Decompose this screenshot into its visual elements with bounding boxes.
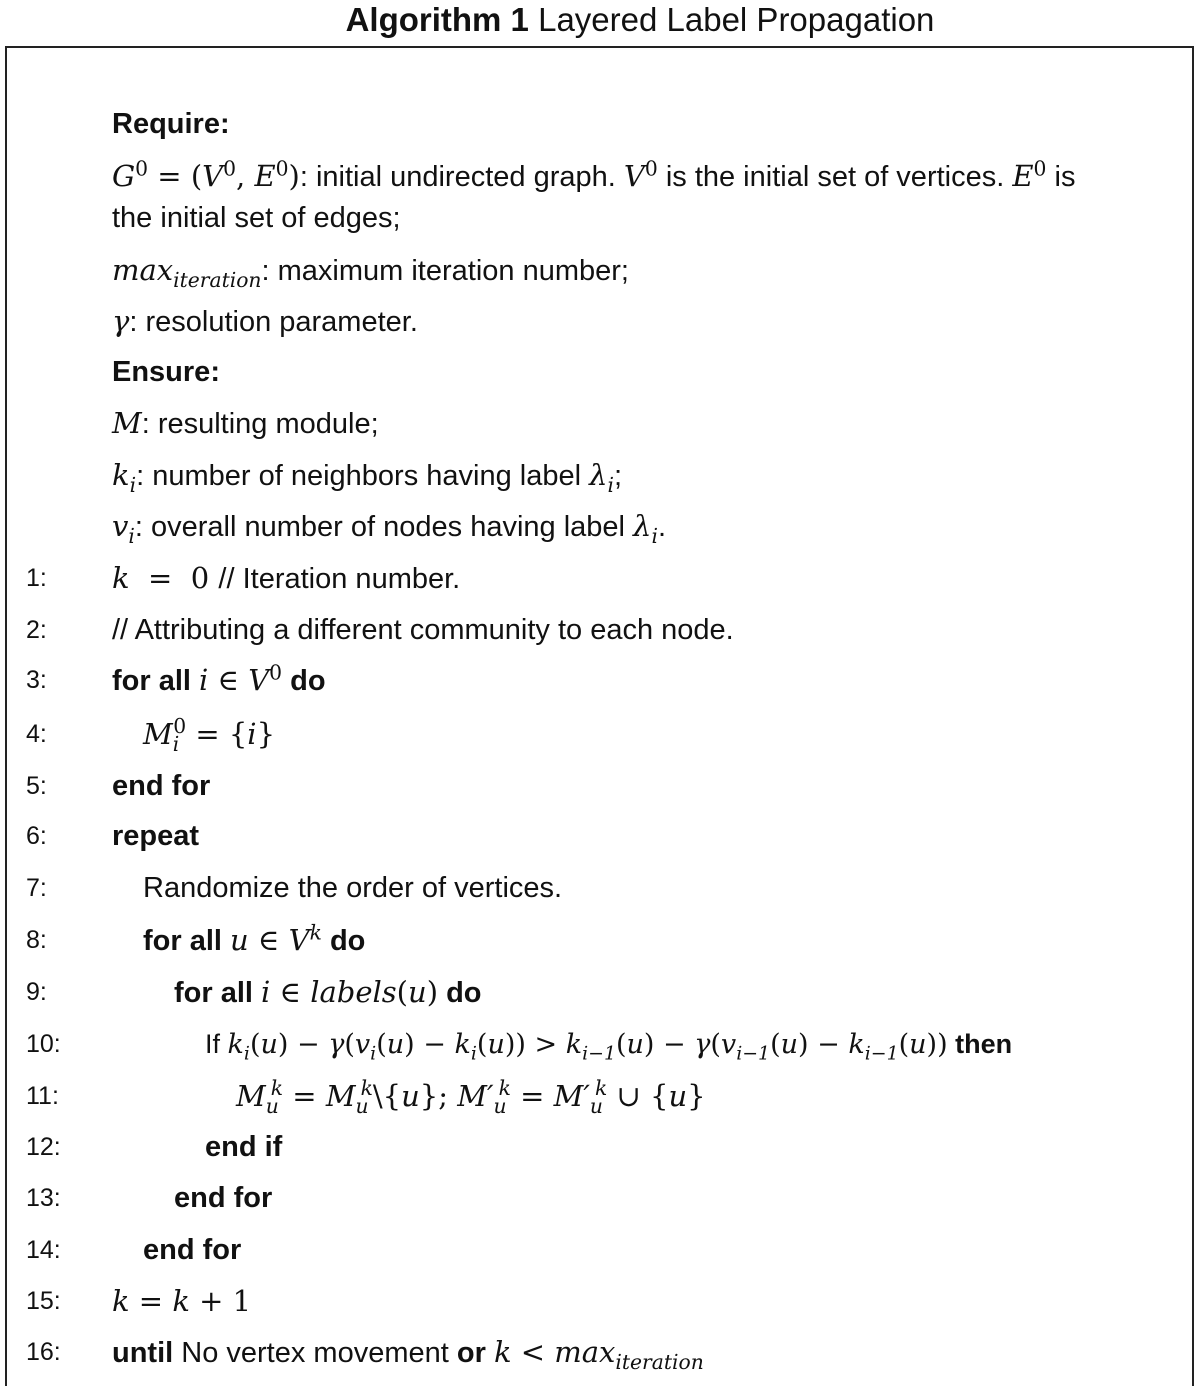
algorithm-title [0,0,1200,40]
algorithm-label: Algorithm 1 [345,1,529,38]
algorithm-name: Layered Label Propagation [538,1,935,38]
